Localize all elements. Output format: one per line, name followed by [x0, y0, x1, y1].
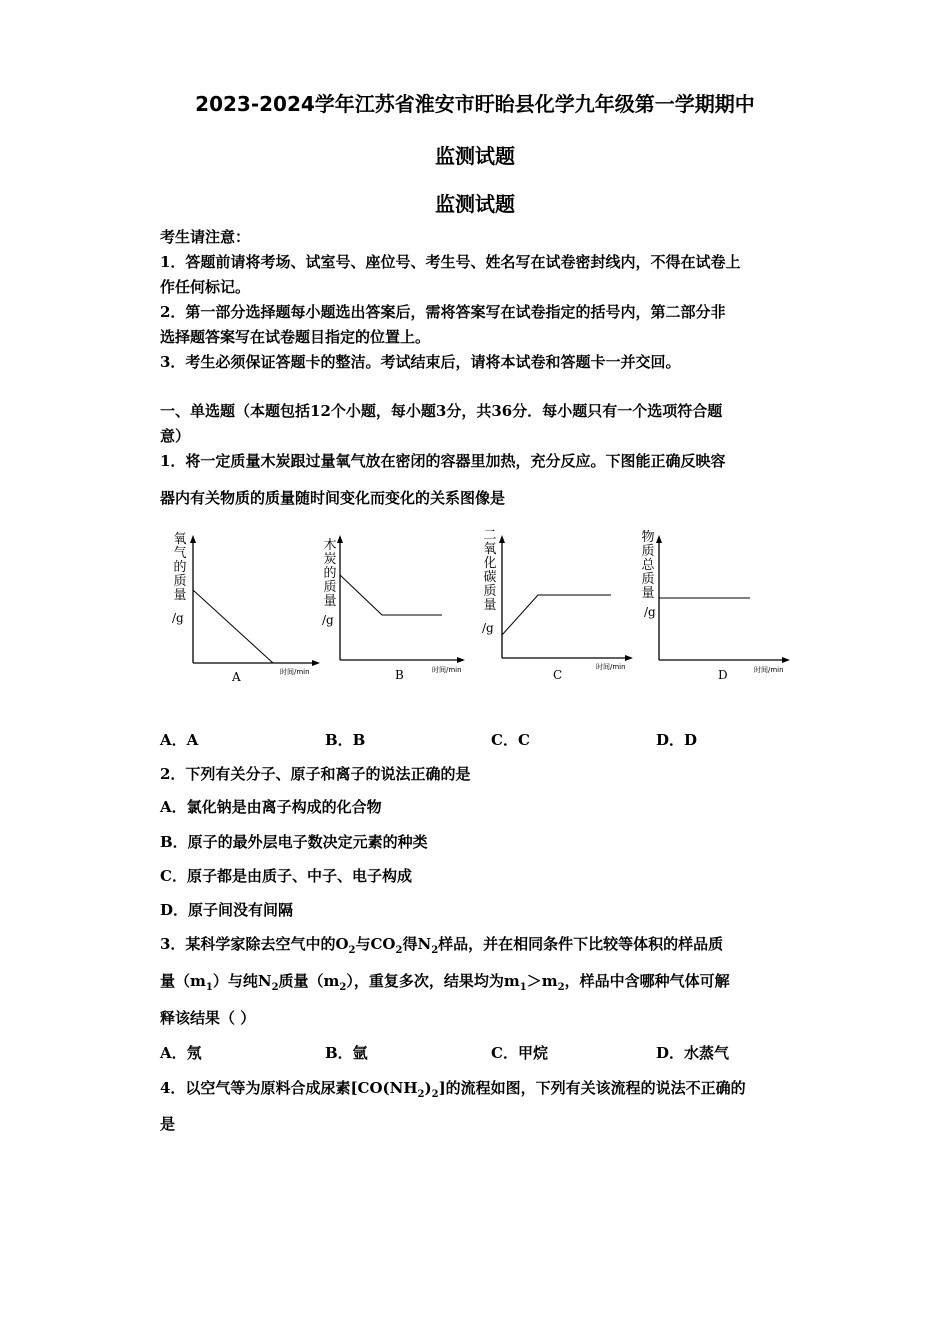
graph-c-plot: [470, 525, 640, 665]
q3-stem-line3: 释该结果（ ）: [160, 1009, 256, 1027]
q3-option-c[interactable]: C．甲烷: [491, 1044, 548, 1062]
graph-d-x-arrow: [782, 657, 790, 663]
q3-stem-line1: 3．某科学家除去空气中的$O_2$与$CO_2$得$N_2$样品，并在相同条件下比较等体积的样品质: [160, 935, 724, 956]
graph-a-curve: [193, 590, 273, 663]
q2-option-b[interactable]: B．原子的最外层电子数决定元素的种类: [160, 833, 428, 851]
notice-heading: 考生请注意：: [160, 228, 251, 246]
graph-d-plot: [630, 525, 800, 665]
graph-a-ylabel: 氧气的质量: [173, 532, 187, 603]
section-heading-line2: 意）: [160, 427, 191, 445]
graph-d: [630, 525, 800, 690]
graph-d-ylabel: 物质总质量: [641, 530, 655, 601]
q3-option-b[interactable]: B．氩: [325, 1044, 368, 1062]
graph-a-plot: [160, 525, 320, 665]
q1-option-d[interactable]: D．D: [656, 731, 698, 749]
graph-b-yunit: /g: [322, 613, 334, 627]
graph-b-y-arrow: [337, 535, 343, 543]
q3-option-d[interactable]: D．水蒸气: [656, 1044, 730, 1062]
q4-stem-line1: 4．以空气等为原料合成尿素$[CO(NH_2)_2]$的流程如图，下列有关该流程的说法不正确的: [160, 1079, 746, 1100]
graph-d-letter: D: [718, 668, 728, 682]
graph-b-letter: B: [395, 668, 404, 682]
graph-d-xlabel: 时间/min: [754, 666, 784, 674]
q2-option-d[interactable]: D．原子间没有间隔: [160, 901, 294, 919]
section-heading-line1: 一、单选题（本题包括12个小题，每小题3分，共36分．每小题只有一个选项符合题: [160, 402, 723, 420]
graph-b-ylabel: 木炭的质量: [323, 538, 337, 609]
graph-c-xlabel: 时间/min: [596, 663, 626, 671]
graph-b-plot: [310, 525, 470, 665]
graph-c-yunit: /g: [482, 621, 494, 635]
q4-stem-line2: 是: [160, 1115, 176, 1133]
graph-a-y-arrow: [190, 535, 196, 543]
graph-a: [160, 525, 320, 690]
q1-option-b[interactable]: B．B: [325, 731, 366, 749]
q3-option-a[interactable]: A．氖: [160, 1044, 202, 1062]
graph-c: [470, 525, 640, 690]
notice-line: 2．第一部分选择题每小题选出答案后，需将答案写在试卷指定的括号内，第二部分非: [160, 303, 726, 321]
q1-option-c[interactable]: C．C: [491, 731, 530, 749]
q3-stem-line2: 量$(m_1)$与纯$N_2$质量$(m_2)$，重复多次，结果均为$m_1>m_2$，样品中含哪种气体可解: [160, 972, 730, 993]
graph-c-ylabel: 二氧化碳质量: [483, 528, 497, 613]
graph-c-y-arrow: [499, 535, 505, 543]
graph-d-yunit: /g: [644, 605, 656, 619]
notice-line: 作任何标记。: [160, 278, 251, 296]
graph-c-letter: C: [553, 668, 563, 682]
graph-b-xlabel: 时间/min: [432, 666, 462, 674]
notice-line: 1．答题前请将考场、试室号、座位号、考生号、姓名写在试卷密封线内，不得在试卷上: [160, 253, 741, 271]
notice-line: 选择题答案写在试卷题目指定的位置上。: [160, 328, 431, 346]
notice-line: 3．考生必须保证答题卡的整洁。考试结束后，请将本试卷和答题卡一并交回。: [160, 353, 681, 371]
graph-a-xlabel: 时间/min: [280, 668, 310, 676]
q2-option-a[interactable]: A．氯化钠是由离子构成的化合物: [160, 798, 382, 816]
q2-option-c[interactable]: C．原子都是由质子、中子、电子构成: [160, 867, 412, 885]
graph-b-x-arrow: [457, 657, 465, 663]
graph-a-letter: A: [232, 670, 241, 684]
q2-stem: 2．下列有关分子、原子和离子的说法正确的是: [160, 765, 471, 783]
graph-c-curve: [502, 595, 611, 635]
q1-option-a[interactable]: A．A: [160, 731, 199, 749]
exam-title-line3: 监测试题: [435, 192, 515, 216]
graph-b: [310, 525, 470, 690]
q1-stem-line1: 1．将一定质量木炭跟过量氧气放在密闭的容器里加热，充分反应。下图能正确反映容: [160, 452, 726, 470]
exam-title-line2: 监测试题: [435, 144, 515, 168]
graph-b-curve: [340, 575, 442, 615]
q1-stem-line2: 器内有关物质的质量随时间变化而变化的关系图像是: [160, 489, 506, 507]
graph-d-y-arrow: [656, 535, 662, 543]
graph-a-yunit: /g: [172, 611, 184, 625]
exam-title-line1: 2023-2024学年江苏省淮安市盱眙县化学九年级第一学期期中: [195, 92, 755, 116]
